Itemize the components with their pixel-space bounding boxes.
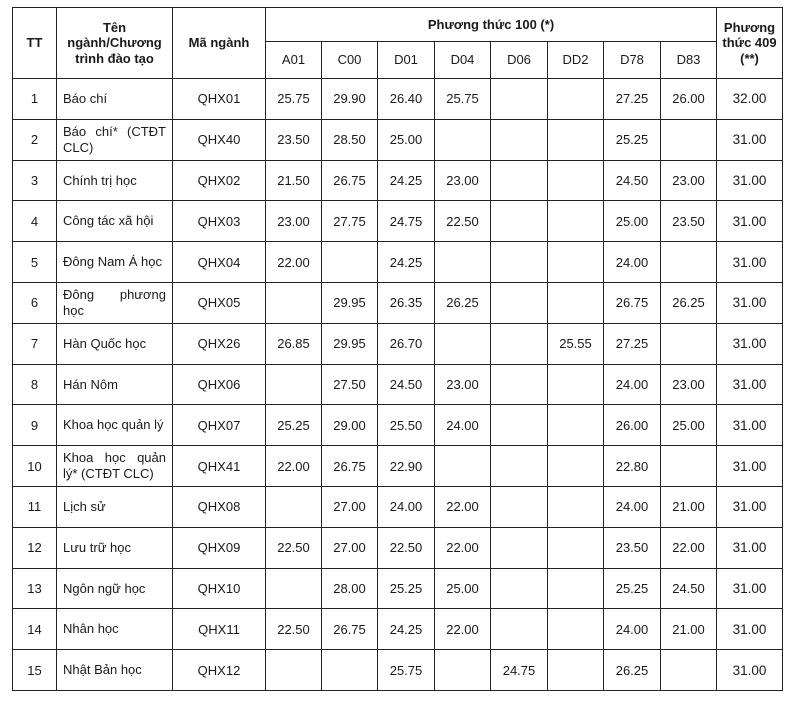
score-d83: 21.00: [661, 609, 717, 650]
score-method-409: 31.00: [717, 201, 783, 242]
score-dd2: [548, 405, 604, 446]
score-d06: [491, 568, 548, 609]
subject-header-c00: C00: [322, 42, 378, 79]
header-program: Tên ngành/Chương trình đào tạo: [57, 8, 173, 79]
program-name: Khoa học quản lý: [57, 405, 173, 446]
score-method-409: 31.00: [717, 650, 783, 691]
row-number: 15: [13, 650, 57, 691]
program-name: Chính trị học: [57, 160, 173, 201]
score-d78: 23.50: [604, 527, 661, 568]
program-name: Báo chí* (CTĐT CLC): [57, 119, 173, 160]
score-d04: [435, 323, 491, 364]
score-d06: [491, 282, 548, 323]
score-d78: 24.50: [604, 160, 661, 201]
score-d06: [491, 405, 548, 446]
score-a01: 22.00: [266, 446, 322, 487]
score-a01: 26.85: [266, 323, 322, 364]
score-a01: [266, 364, 322, 405]
table-row: [13, 568, 783, 609]
row-number: 6: [13, 282, 57, 323]
program-name: Báo chí: [57, 79, 173, 120]
program-code: QHX12: [173, 650, 266, 691]
score-a01: [266, 486, 322, 527]
score-c00: 27.00: [322, 486, 378, 527]
score-d78: 25.25: [604, 568, 661, 609]
score-d04: 22.50: [435, 201, 491, 242]
header-method-100: Phương thức 100 (*): [266, 8, 717, 42]
header-code: Mã ngành: [173, 8, 266, 79]
score-a01: [266, 568, 322, 609]
row-number: 2: [13, 119, 57, 160]
program-name: Đông phương học: [57, 282, 173, 323]
row-number: 3: [13, 160, 57, 201]
program-code: QHX05: [173, 282, 266, 323]
program-code: QHX06: [173, 364, 266, 405]
score-a01: 25.25: [266, 405, 322, 446]
score-c00: 26.75: [322, 160, 378, 201]
score-a01: 22.50: [266, 527, 322, 568]
program-code: QHX10: [173, 568, 266, 609]
header-method-409: Phương thức 409 (**): [717, 8, 783, 79]
score-d83: 21.00: [661, 486, 717, 527]
program-name: Công tác xã hội: [57, 201, 173, 242]
row-number: 14: [13, 609, 57, 650]
score-d01: 24.25: [378, 242, 435, 283]
program-name: Hàn Quốc học: [57, 323, 173, 364]
score-method-409: 31.00: [717, 242, 783, 283]
score-a01: [266, 650, 322, 691]
score-d06: [491, 486, 548, 527]
score-d01: 25.25: [378, 568, 435, 609]
score-a01: 23.50: [266, 119, 322, 160]
score-a01: 22.50: [266, 609, 322, 650]
score-c00: 27.50: [322, 364, 378, 405]
score-d06: [491, 79, 548, 120]
score-d01: 25.75: [378, 650, 435, 691]
program-name: Hán Nôm: [57, 364, 173, 405]
score-d83: [661, 446, 717, 487]
score-dd2: [548, 446, 604, 487]
score-d01: 26.40: [378, 79, 435, 120]
score-c00: 27.00: [322, 527, 378, 568]
score-dd2: [548, 486, 604, 527]
score-d83: [661, 242, 717, 283]
score-dd2: [548, 242, 604, 283]
score-d78: 24.00: [604, 364, 661, 405]
score-d78: 22.80: [604, 446, 661, 487]
table-row: [13, 364, 783, 405]
score-d06: [491, 609, 548, 650]
score-d78: 24.00: [604, 242, 661, 283]
score-d01: 26.70: [378, 323, 435, 364]
row-number: 7: [13, 323, 57, 364]
score-d04: 24.00: [435, 405, 491, 446]
score-d06: 24.75: [491, 650, 548, 691]
table-body: [13, 79, 783, 691]
score-d78: 27.25: [604, 323, 661, 364]
score-d01: 24.50: [378, 364, 435, 405]
score-method-409: 31.00: [717, 323, 783, 364]
score-method-409: 31.00: [717, 568, 783, 609]
score-c00: 28.00: [322, 568, 378, 609]
score-dd2: [548, 79, 604, 120]
score-a01: 23.00: [266, 201, 322, 242]
row-number: 5: [13, 242, 57, 283]
score-d04: 23.00: [435, 364, 491, 405]
score-d04: 22.00: [435, 527, 491, 568]
row-number: 4: [13, 201, 57, 242]
score-a01: 25.75: [266, 79, 322, 120]
program-name: Lưu trữ học: [57, 527, 173, 568]
score-dd2: 25.55: [548, 323, 604, 364]
table-row: [13, 201, 783, 242]
row-number: 11: [13, 486, 57, 527]
score-d83: 24.50: [661, 568, 717, 609]
score-method-409: 31.00: [717, 527, 783, 568]
program-name: Ngôn ngữ học: [57, 568, 173, 609]
table-row: [13, 79, 783, 120]
score-d83: 23.00: [661, 364, 717, 405]
score-d01: 25.50: [378, 405, 435, 446]
score-c00: [322, 242, 378, 283]
score-d06: [491, 160, 548, 201]
score-d83: 26.25: [661, 282, 717, 323]
score-d06: [491, 527, 548, 568]
score-d06: [491, 323, 548, 364]
subject-header-a01: A01: [266, 42, 322, 79]
score-method-409: 31.00: [717, 160, 783, 201]
program-code: QHX01: [173, 79, 266, 120]
score-method-409: 31.00: [717, 405, 783, 446]
score-c00: 26.75: [322, 609, 378, 650]
score-method-409: 32.00: [717, 79, 783, 120]
score-d01: 22.90: [378, 446, 435, 487]
score-d01: 24.25: [378, 609, 435, 650]
program-code: QHX07: [173, 405, 266, 446]
score-c00: 29.95: [322, 323, 378, 364]
score-c00: 26.75: [322, 446, 378, 487]
score-d04: [435, 242, 491, 283]
score-d04: [435, 446, 491, 487]
score-dd2: [548, 650, 604, 691]
score-dd2: [548, 282, 604, 323]
score-c00: 29.00: [322, 405, 378, 446]
score-d04: 26.25: [435, 282, 491, 323]
score-d78: 27.25: [604, 79, 661, 120]
score-d01: 24.25: [378, 160, 435, 201]
score-d83: 25.00: [661, 405, 717, 446]
program-code: QHX08: [173, 486, 266, 527]
score-d04: 25.75: [435, 79, 491, 120]
score-d83: [661, 650, 717, 691]
row-number: 8: [13, 364, 57, 405]
score-dd2: [548, 527, 604, 568]
score-d04: [435, 119, 491, 160]
score-d01: 24.75: [378, 201, 435, 242]
score-d83: 23.00: [661, 160, 717, 201]
score-dd2: [548, 201, 604, 242]
table-row: [13, 650, 783, 691]
table-row: [13, 119, 783, 160]
score-d78: 26.75: [604, 282, 661, 323]
score-d01: 26.35: [378, 282, 435, 323]
program-code: QHX26: [173, 323, 266, 364]
score-d78: 25.00: [604, 201, 661, 242]
score-d04: 22.00: [435, 609, 491, 650]
row-number: 10: [13, 446, 57, 487]
score-dd2: [548, 364, 604, 405]
table-row: [13, 160, 783, 201]
subject-header-d01: D01: [378, 42, 435, 79]
score-c00: 29.90: [322, 79, 378, 120]
score-d01: 25.00: [378, 119, 435, 160]
table-row: [13, 242, 783, 283]
score-d78: 26.00: [604, 405, 661, 446]
score-dd2: [548, 119, 604, 160]
program-code: QHX04: [173, 242, 266, 283]
subject-header-d04: D04: [435, 42, 491, 79]
score-method-409: 31.00: [717, 282, 783, 323]
program-code: QHX03: [173, 201, 266, 242]
score-method-409: 31.00: [717, 446, 783, 487]
score-c00: 29.95: [322, 282, 378, 323]
score-d06: [491, 364, 548, 405]
score-dd2: [548, 160, 604, 201]
score-d06: [491, 446, 548, 487]
score-c00: [322, 650, 378, 691]
score-d78: 26.25: [604, 650, 661, 691]
header-tt: TT: [13, 8, 57, 79]
program-code: QHX09: [173, 527, 266, 568]
score-d01: 24.00: [378, 486, 435, 527]
admission-scores-table: [12, 7, 783, 691]
program-code: QHX41: [173, 446, 266, 487]
score-method-409: 31.00: [717, 364, 783, 405]
table-row: [13, 486, 783, 527]
table-row: [13, 446, 783, 487]
score-a01: [266, 282, 322, 323]
row-number: 9: [13, 405, 57, 446]
score-d83: [661, 323, 717, 364]
subject-header-dd2: DD2: [548, 42, 604, 79]
score-d04: [435, 650, 491, 691]
subject-header-d06: D06: [491, 42, 548, 79]
score-method-409: 31.00: [717, 486, 783, 527]
table-row: [13, 527, 783, 568]
table-row: [13, 405, 783, 446]
score-dd2: [548, 609, 604, 650]
subject-header-d78: D78: [604, 42, 661, 79]
program-code: QHX02: [173, 160, 266, 201]
program-code: QHX40: [173, 119, 266, 160]
score-c00: 28.50: [322, 119, 378, 160]
program-name: Đông Nam Á học: [57, 242, 173, 283]
score-d78: 24.00: [604, 609, 661, 650]
score-d83: 22.00: [661, 527, 717, 568]
score-d01: 22.50: [378, 527, 435, 568]
table-header: [13, 8, 783, 79]
row-number: 1: [13, 79, 57, 120]
program-name: Nhật Bản học: [57, 650, 173, 691]
score-d78: 25.25: [604, 119, 661, 160]
row-number: 12: [13, 527, 57, 568]
score-d04: 23.00: [435, 160, 491, 201]
score-d83: [661, 119, 717, 160]
table-row: [13, 323, 783, 364]
score-dd2: [548, 568, 604, 609]
subject-header-d83: D83: [661, 42, 717, 79]
score-d04: 25.00: [435, 568, 491, 609]
program-name: Lịch sử: [57, 486, 173, 527]
score-d06: [491, 242, 548, 283]
score-d78: 24.00: [604, 486, 661, 527]
score-method-409: 31.00: [717, 119, 783, 160]
score-a01: 21.50: [266, 160, 322, 201]
program-name: Khoa học quản lý* (CTĐT CLC): [57, 446, 173, 487]
score-c00: 27.75: [322, 201, 378, 242]
score-d83: 26.00: [661, 79, 717, 120]
score-a01: 22.00: [266, 242, 322, 283]
score-d06: [491, 119, 548, 160]
score-method-409: 31.00: [717, 609, 783, 650]
score-d06: [491, 201, 548, 242]
row-number: 13: [13, 568, 57, 609]
program-name: Nhân học: [57, 609, 173, 650]
program-code: QHX11: [173, 609, 266, 650]
score-d83: 23.50: [661, 201, 717, 242]
table-row: [13, 282, 783, 323]
score-d04: 22.00: [435, 486, 491, 527]
table-row: [13, 609, 783, 650]
